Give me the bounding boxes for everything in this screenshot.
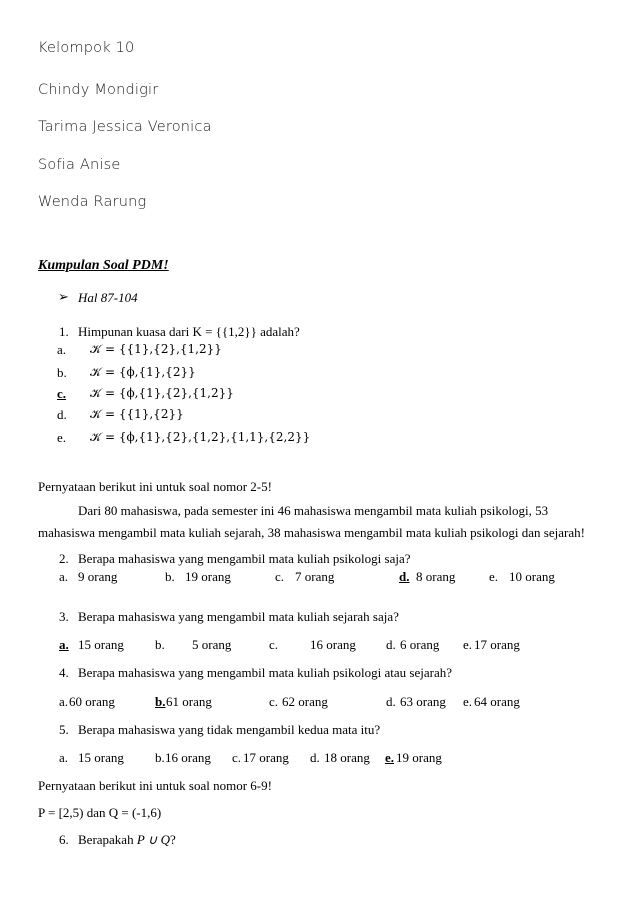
option-text: 𝒦 = {ϕ,{1},{2}} <box>90 365 196 379</box>
option-text: 19 orang <box>185 569 231 584</box>
option-text: 16 orang <box>165 750 211 765</box>
option-letter: a. <box>57 342 67 357</box>
question-mark: ? <box>169 832 176 847</box>
option-letter: a. <box>59 750 69 765</box>
option-text: 16 orang <box>310 637 356 652</box>
question-number: 3. <box>59 609 69 624</box>
option-letter-answer: d. <box>399 569 410 584</box>
question-number: 5. <box>59 722 69 737</box>
bullet-arrow-icon: ➢ <box>58 289 69 304</box>
option-text: 17 orang <box>243 750 289 765</box>
option-text: 17 orang <box>474 637 520 652</box>
option-text: 19 orang <box>396 750 442 765</box>
option-letter: c. <box>269 694 279 709</box>
option-text: 62 orang <box>282 694 328 709</box>
option-letter: e. <box>489 569 499 584</box>
option-text: 64 orang <box>474 694 520 709</box>
option-letter: a. <box>59 569 69 584</box>
document-title: Kumpulan Soal PDM! <box>38 258 169 273</box>
option-letter: b. <box>155 637 165 652</box>
member-name: Wenda Rarung <box>38 194 147 210</box>
option-letter: c. <box>269 637 279 652</box>
paragraph-line: mahasiswa mengambil mata kuliah sejarah, 38 mahasiswa mengambil mata kuliah psikologi dan sejarah! <box>38 525 585 540</box>
option-letter: b. <box>165 569 175 584</box>
member-name: Tarima Jessica Veronica <box>38 119 212 135</box>
option-text: 7 orang <box>295 569 335 584</box>
question-text: Berapa mahasiswa yang mengambil mata kuliah sejarah saja? <box>78 609 399 624</box>
option-letter: d. <box>386 637 396 652</box>
option-text: 60 orang <box>69 694 115 709</box>
question-text <box>78 832 176 848</box>
statement-text: Pernyataan berikut ini untuk soal nomor 2-5! <box>38 479 272 494</box>
option-text: 𝒦 = {ϕ,{1},{2},{1,2},{1,1},{2,2}} <box>90 430 311 444</box>
question-text: Berapa mahasiswa yang tidak mengambil kedua mata itu? <box>78 722 381 737</box>
question-text: Berapa mahasiswa yang mengambil mata kuliah psikologi saja? <box>78 551 411 566</box>
option-letter: b. <box>57 365 67 380</box>
option-text: 63 orang <box>400 694 446 709</box>
option-text: 15 orang <box>78 637 124 652</box>
option-text: 𝒦 = {ϕ,{1},{2},{1,2}} <box>90 386 234 400</box>
option-letter-answer: b. <box>155 694 166 709</box>
page-range: Hal 87-104 <box>78 290 138 305</box>
question-number: 1. <box>59 324 69 339</box>
group-name: Kelompok 10 <box>38 40 135 56</box>
question-text-pre: Berapakah <box>78 832 134 847</box>
option-letter: c. <box>275 569 285 584</box>
option-letter: e. <box>463 694 473 709</box>
option-letter: a. <box>59 694 69 709</box>
question-text: Himpunan kuasa dari K = {{1,2}} adalah? <box>78 324 300 339</box>
option-letter: d. <box>57 407 67 422</box>
option-letter-answer: a. <box>59 637 69 652</box>
question-number: 2. <box>59 551 69 566</box>
option-text: 15 orang <box>78 750 124 765</box>
question-text: Berapa mahasiswa yang mengambil mata kuliah psikologi atau sejarah? <box>78 665 452 680</box>
option-text: 18 orang <box>324 750 370 765</box>
option-letter-answer: e. <box>385 750 395 765</box>
question-number: 4. <box>59 665 69 680</box>
option-text: 61 orang <box>166 694 212 709</box>
option-text: 8 orang <box>416 569 456 584</box>
option-letter-answer: c. <box>57 386 67 401</box>
option-letter: e. <box>57 430 67 445</box>
option-letter: b. <box>155 750 165 765</box>
option-text: 𝒦 = {{1},{2},{1,2}} <box>90 342 222 356</box>
option-text: 6 orang <box>400 637 440 652</box>
member-name: Chindy Mondigir <box>38 82 159 98</box>
option-text: 10 orang <box>509 569 555 584</box>
sets-definition: P = [2,5) dan Q = (-1,6) <box>38 805 162 820</box>
statement-text: Pernyataan berikut ini untuk soal nomor 6-9! <box>38 778 272 793</box>
option-letter: c. <box>232 750 242 765</box>
option-text: 𝒦 = {{1},{2}} <box>90 407 184 421</box>
question-number: 6. <box>59 832 69 847</box>
option-text: 9 orang <box>78 569 118 584</box>
member-name: Sofia Anise <box>38 157 121 173</box>
option-letter: d. <box>386 694 396 709</box>
math-expression: P ∪ Q <box>136 832 170 847</box>
paragraph-line: Dari 80 mahasiswa, pada semester ini 46 mahasiswa mengambil mata kuliah psikologi, 53 <box>78 503 549 518</box>
option-text: 5 orang <box>192 637 232 652</box>
option-letter: e. <box>463 637 473 652</box>
option-letter: d. <box>310 750 320 765</box>
